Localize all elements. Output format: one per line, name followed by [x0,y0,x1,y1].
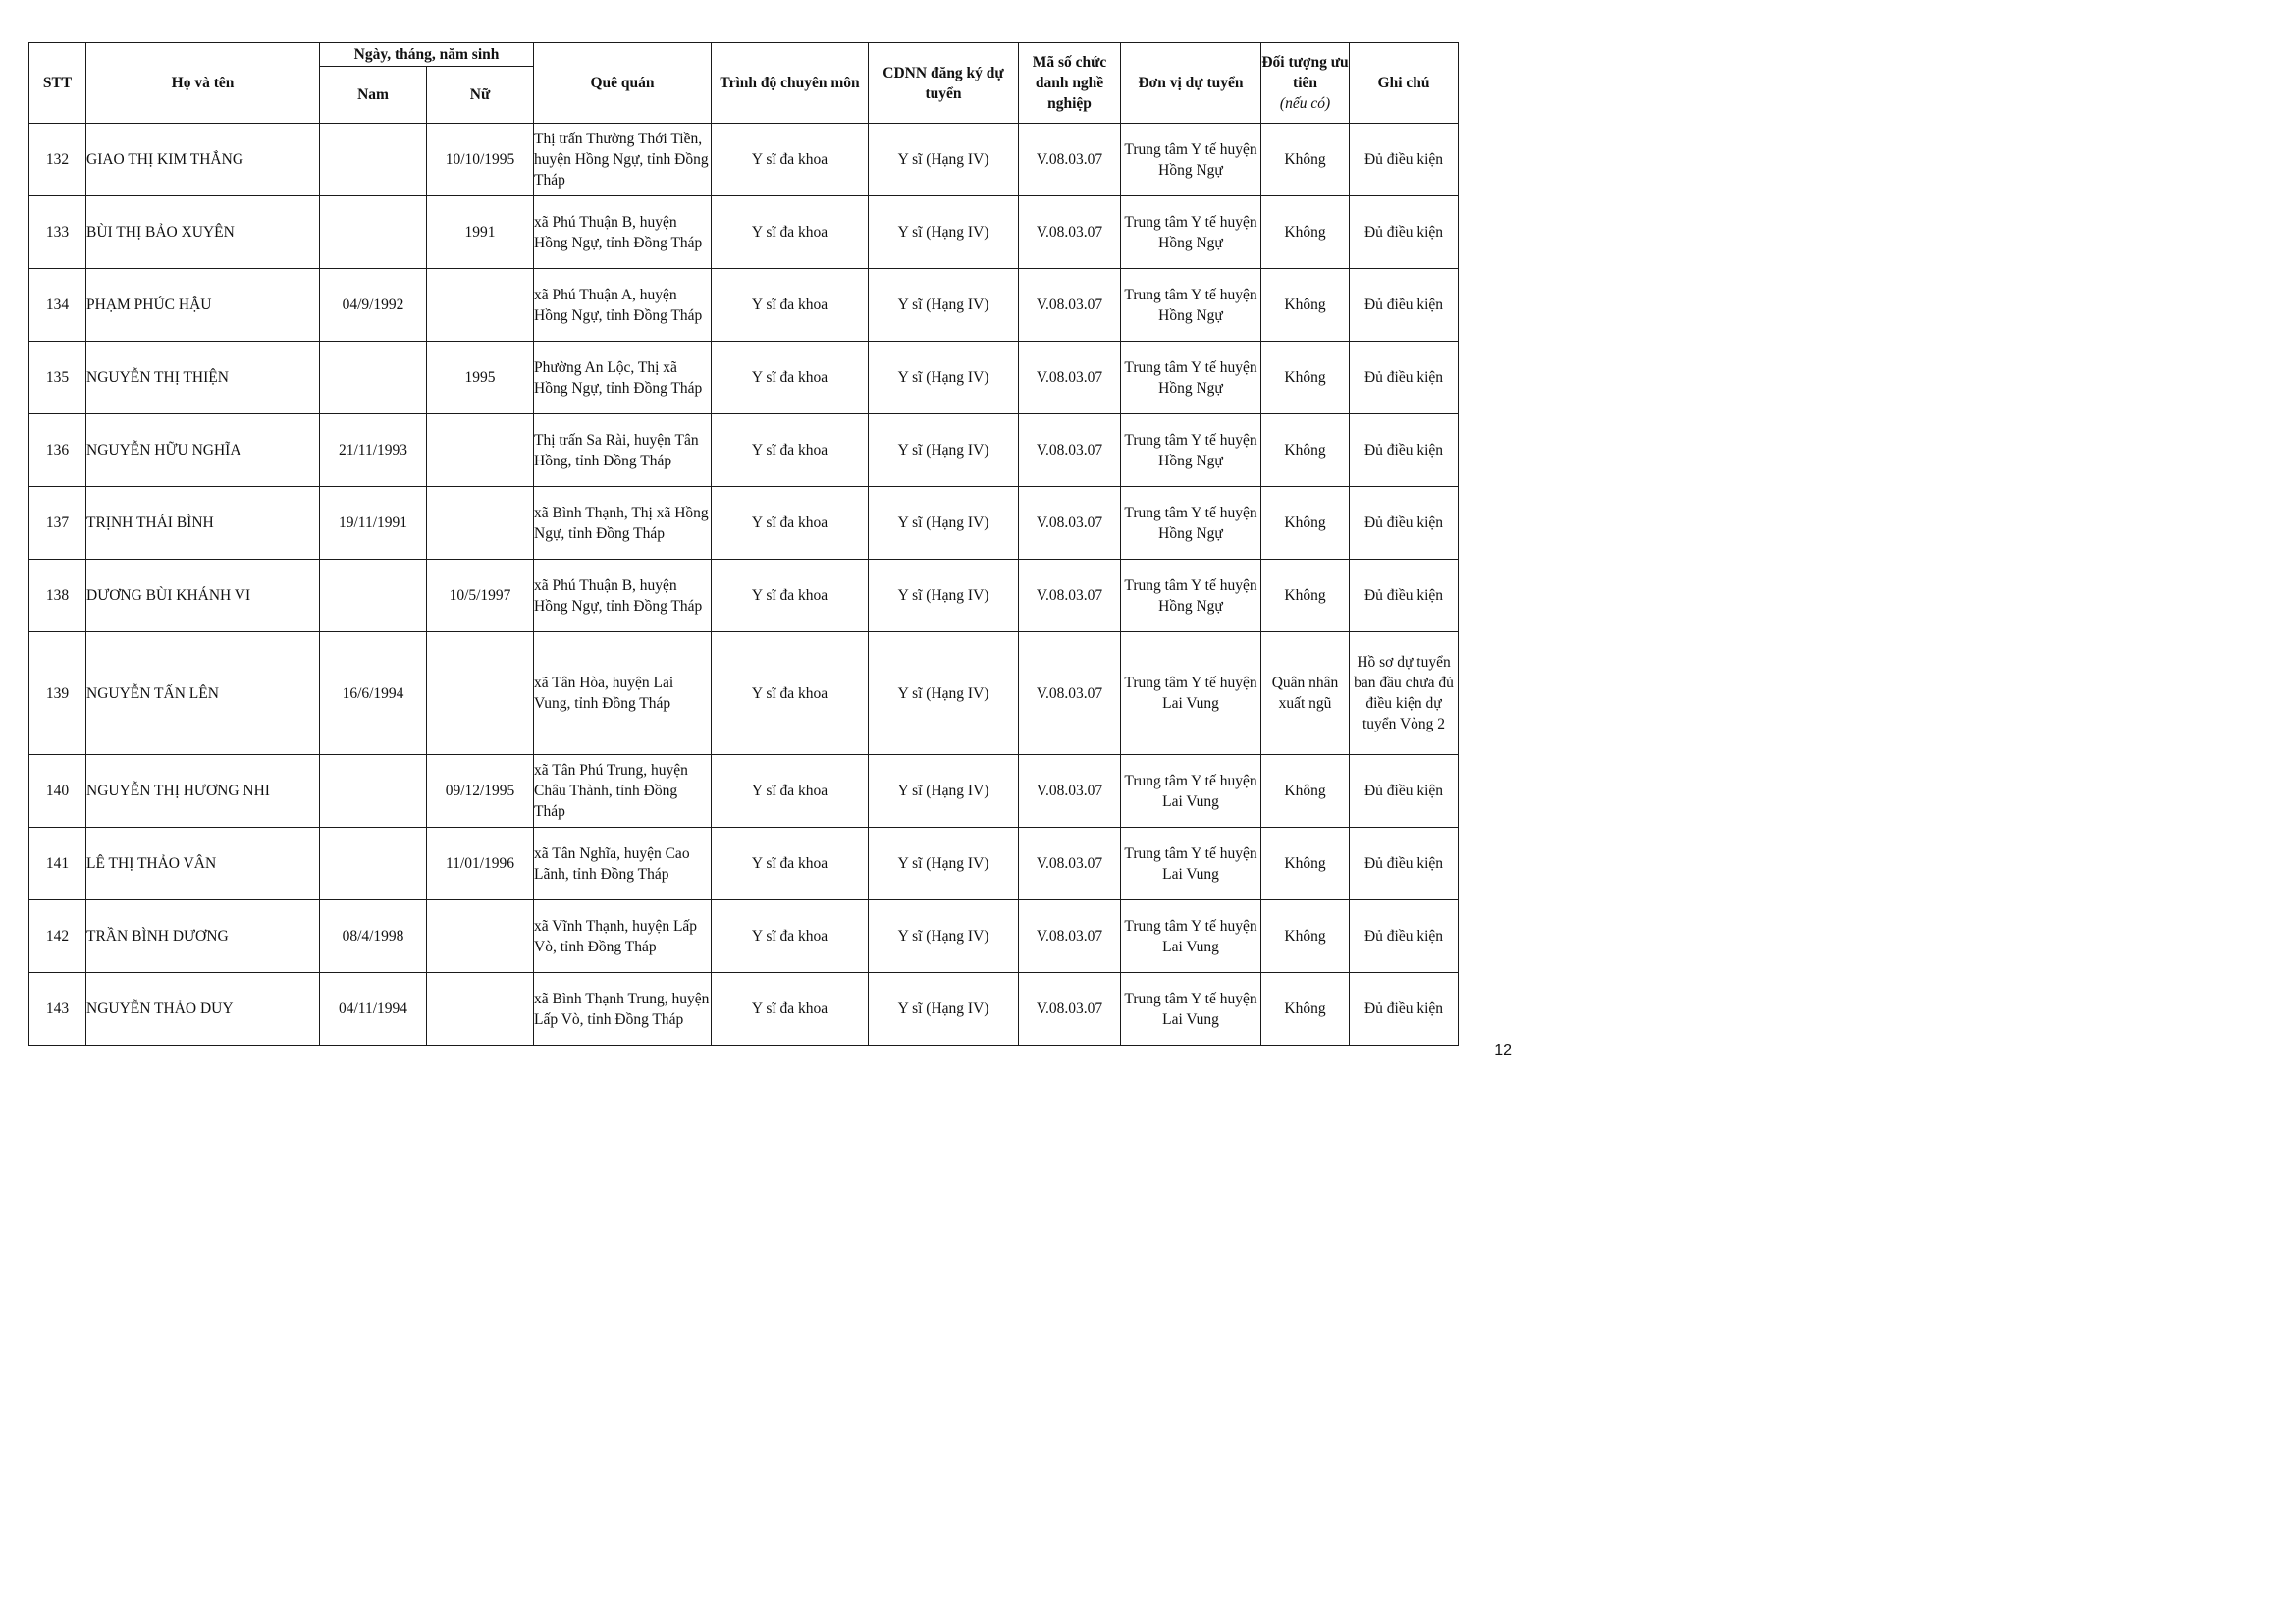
header-qualification: Trình độ chuyên môn [712,43,869,124]
header-priority-label: Đối tượng ưu tiên [1261,54,1349,91]
cell-dob-female [427,900,534,973]
cell-remark: Đủ điều kiện [1350,900,1459,973]
table-row [29,828,1459,900]
cell-name: NGUYỄN THẢO DUY [86,973,320,1046]
cell-stt: 133 [29,196,86,269]
cell-unit: Trung tâm Y tế huyện Hồng Ngự [1121,196,1261,269]
table-row [29,269,1459,342]
cell-dob-male [320,755,427,828]
cell-priority: Không [1261,269,1350,342]
cell-hometown: xã Phú Thuận A, huyện Hồng Ngự, tỉnh Đồng Tháp [534,269,712,342]
table-row [29,124,1459,196]
cell-unit: Trung tâm Y tế huyện Hồng Ngự [1121,487,1261,560]
cell-hometown: xã Tân Phú Trung, huyện Châu Thành, tỉnh Đồng Tháp [534,755,712,828]
cell-unit: Trung tâm Y tế huyện Lai Vung [1121,632,1261,755]
cell-qualification: Y sĩ đa khoa [712,269,869,342]
page-number: 12 [1494,1042,1512,1058]
cell-stt: 139 [29,632,86,755]
cell-dob-male: 04/11/1994 [320,973,427,1046]
table-row [29,632,1459,755]
cell-title-code: V.08.03.07 [1019,973,1121,1046]
cell-priority: Không [1261,124,1350,196]
candidate-table [28,42,1459,1046]
cell-remark: Đủ điều kiện [1350,342,1459,414]
cell-dob-female [427,269,534,342]
cell-stt: 140 [29,755,86,828]
cell-cdnn: Y sĩ (Hạng IV) [869,900,1019,973]
table-body [29,124,1459,1046]
cell-dob-female [427,487,534,560]
cell-qualification: Y sĩ đa khoa [712,124,869,196]
cell-qualification: Y sĩ đa khoa [712,342,869,414]
cell-unit: Trung tâm Y tế huyện Lai Vung [1121,973,1261,1046]
cell-dob-male [320,342,427,414]
cell-qualification: Y sĩ đa khoa [712,973,869,1046]
cell-qualification: Y sĩ đa khoa [712,560,869,632]
cell-remark: Đủ điều kiện [1350,755,1459,828]
cell-title-code: V.08.03.07 [1019,560,1121,632]
cell-dob-female: 11/01/1996 [427,828,534,900]
cell-remark: Đủ điều kiện [1350,560,1459,632]
cell-cdnn: Y sĩ (Hạng IV) [869,414,1019,487]
cell-unit: Trung tâm Y tế huyện Lai Vung [1121,755,1261,828]
cell-remark: Đủ điều kiện [1350,124,1459,196]
cell-hometown: Thị trấn Sa Rài, huyện Tân Hồng, tỉnh Đồng Tháp [534,414,712,487]
cell-priority: Không [1261,560,1350,632]
cell-qualification: Y sĩ đa khoa [712,487,869,560]
cell-qualification: Y sĩ đa khoa [712,632,869,755]
cell-priority: Không [1261,828,1350,900]
table-row [29,560,1459,632]
header-priority [1261,43,1350,124]
cell-unit: Trung tâm Y tế huyện Lai Vung [1121,900,1261,973]
header-dob-group: Ngày, tháng, năm sinh [320,43,534,67]
cell-qualification: Y sĩ đa khoa [712,755,869,828]
cell-dob-male: 08/4/1998 [320,900,427,973]
cell-cdnn: Y sĩ (Hạng IV) [869,828,1019,900]
cell-cdnn: Y sĩ (Hạng IV) [869,560,1019,632]
cell-remark: Đủ điều kiện [1350,414,1459,487]
cell-hometown: xã Tân Nghĩa, huyện Cao Lãnh, tỉnh Đồng Tháp [534,828,712,900]
cell-dob-female: 10/5/1997 [427,560,534,632]
cell-dob-male [320,560,427,632]
cell-dob-male [320,828,427,900]
cell-dob-female [427,632,534,755]
cell-remark: Đủ điều kiện [1350,196,1459,269]
cell-cdnn: Y sĩ (Hạng IV) [869,124,1019,196]
cell-dob-male: 21/11/1993 [320,414,427,487]
header-unit: Đơn vị dự tuyển [1121,43,1261,124]
cell-unit: Trung tâm Y tế huyện Hồng Ngự [1121,414,1261,487]
cell-dob-female [427,973,534,1046]
cell-remark: Đủ điều kiện [1350,487,1459,560]
cell-remark: Đủ điều kiện [1350,973,1459,1046]
cell-name: TRẦN BÌNH DƯƠNG [86,900,320,973]
cell-unit: Trung tâm Y tế huyện Hồng Ngự [1121,124,1261,196]
cell-qualification: Y sĩ đa khoa [712,196,869,269]
header-male: Nam [320,67,427,124]
table-row [29,755,1459,828]
cell-stt: 138 [29,560,86,632]
cell-dob-female: 1991 [427,196,534,269]
cell-title-code: V.08.03.07 [1019,124,1121,196]
cell-title-code: V.08.03.07 [1019,414,1121,487]
cell-priority: Không [1261,342,1350,414]
cell-unit: Trung tâm Y tế huyện Lai Vung [1121,828,1261,900]
cell-title-code: V.08.03.07 [1019,269,1121,342]
cell-priority: Không [1261,196,1350,269]
cell-unit: Trung tâm Y tế huyện Hồng Ngự [1121,269,1261,342]
cell-stt: 143 [29,973,86,1046]
cell-dob-female: 1995 [427,342,534,414]
cell-hometown: xã Bình Thạnh Trung, huyện Lấp Vò, tỉnh Đồng Tháp [534,973,712,1046]
cell-title-code: V.08.03.07 [1019,755,1121,828]
cell-stt: 135 [29,342,86,414]
cell-name: PHẠM PHÚC HẬU [86,269,320,342]
cell-stt: 141 [29,828,86,900]
cell-dob-male [320,196,427,269]
table-row [29,973,1459,1046]
cell-priority: Không [1261,900,1350,973]
cell-stt: 134 [29,269,86,342]
cell-remark: Đủ điều kiện [1350,269,1459,342]
cell-qualification: Y sĩ đa khoa [712,900,869,973]
header-title-code: Mã số chức danh nghề nghiệp [1019,43,1121,124]
cell-name: NGUYỄN TẤN LÊN [86,632,320,755]
cell-qualification: Y sĩ đa khoa [712,414,869,487]
header-name: Họ và tên [86,43,320,124]
table-row [29,487,1459,560]
cell-name: NGUYỄN THỊ THIỆN [86,342,320,414]
cell-cdnn: Y sĩ (Hạng IV) [869,755,1019,828]
cell-hometown: xã Bình Thạnh, Thị xã Hồng Ngự, tỉnh Đồng Tháp [534,487,712,560]
cell-hometown: Thị trấn Thường Thới Tiền, huyện Hồng Ngự, tỉnh Đồng Tháp [534,124,712,196]
cell-title-code: V.08.03.07 [1019,487,1121,560]
header-remark: Ghi chú [1350,43,1459,124]
table-header [29,43,1459,124]
header-priority-note: (nếu có) [1279,95,1331,112]
cell-title-code: V.08.03.07 [1019,342,1121,414]
cell-name: GIAO THỊ KIM THẮNG [86,124,320,196]
cell-dob-male: 16/6/1994 [320,632,427,755]
cell-priority: Không [1261,973,1350,1046]
cell-title-code: V.08.03.07 [1019,632,1121,755]
header-female: Nữ [427,67,534,124]
cell-unit: Trung tâm Y tế huyện Hồng Ngự [1121,560,1261,632]
cell-stt: 137 [29,487,86,560]
table-row [29,900,1459,973]
cell-priority: Không [1261,414,1350,487]
cell-cdnn: Y sĩ (Hạng IV) [869,632,1019,755]
cell-cdnn: Y sĩ (Hạng IV) [869,196,1019,269]
table-row [29,196,1459,269]
cell-stt: 132 [29,124,86,196]
cell-cdnn: Y sĩ (Hạng IV) [869,487,1019,560]
cell-hometown: xã Phú Thuận B, huyện Hồng Ngự, tỉnh Đồng Tháp [534,560,712,632]
cell-dob-male: 19/11/1991 [320,487,427,560]
cell-hometown: xã Tân Hòa, huyện Lai Vung, tỉnh Đồng Tháp [534,632,712,755]
cell-remark: Đủ điều kiện [1350,828,1459,900]
cell-dob-male [320,124,427,196]
cell-qualification: Y sĩ đa khoa [712,828,869,900]
cell-name: NGUYỄN HỮU NGHĨA [86,414,320,487]
cell-priority: Không [1261,487,1350,560]
header-hometown: Quê quán [534,43,712,124]
cell-dob-female: 10/10/1995 [427,124,534,196]
cell-name: BÙI THỊ BẢO XUYÊN [86,196,320,269]
cell-dob-male: 04/9/1992 [320,269,427,342]
table-row [29,414,1459,487]
cell-cdnn: Y sĩ (Hạng IV) [869,269,1019,342]
cell-name: NGUYỄN THỊ HƯƠNG NHI [86,755,320,828]
cell-name: DƯƠNG BÙI KHÁNH VI [86,560,320,632]
cell-dob-female: 09/12/1995 [427,755,534,828]
header-stt: STT [29,43,86,124]
cell-remark: Hồ sơ dự tuyển ban đầu chưa đủ điều kiện dự tuyển Vòng 2 [1350,632,1459,755]
cell-stt: 142 [29,900,86,973]
cell-priority: Quân nhân xuất ngũ [1261,632,1350,755]
cell-title-code: V.08.03.07 [1019,900,1121,973]
cell-hometown: xã Vĩnh Thạnh, huyện Lấp Vò, tỉnh Đồng Tháp [534,900,712,973]
cell-dob-female [427,414,534,487]
cell-priority: Không [1261,755,1350,828]
cell-title-code: V.08.03.07 [1019,828,1121,900]
cell-stt: 136 [29,414,86,487]
header-cdnn: CDNN đăng ký dự tuyển [869,43,1019,124]
table-row [29,342,1459,414]
cell-hometown: xã Phú Thuận B, huyện Hồng Ngự, tỉnh Đồng Tháp [534,196,712,269]
cell-hometown: Phường An Lộc, Thị xã Hồng Ngự, tỉnh Đồng Tháp [534,342,712,414]
cell-name: LÊ THỊ THẢO VÂN [86,828,320,900]
cell-unit: Trung tâm Y tế huyện Hồng Ngự [1121,342,1261,414]
cell-cdnn: Y sĩ (Hạng IV) [869,342,1019,414]
cell-cdnn: Y sĩ (Hạng IV) [869,973,1019,1046]
cell-name: TRỊNH THÁI BÌNH [86,487,320,560]
cell-title-code: V.08.03.07 [1019,196,1121,269]
